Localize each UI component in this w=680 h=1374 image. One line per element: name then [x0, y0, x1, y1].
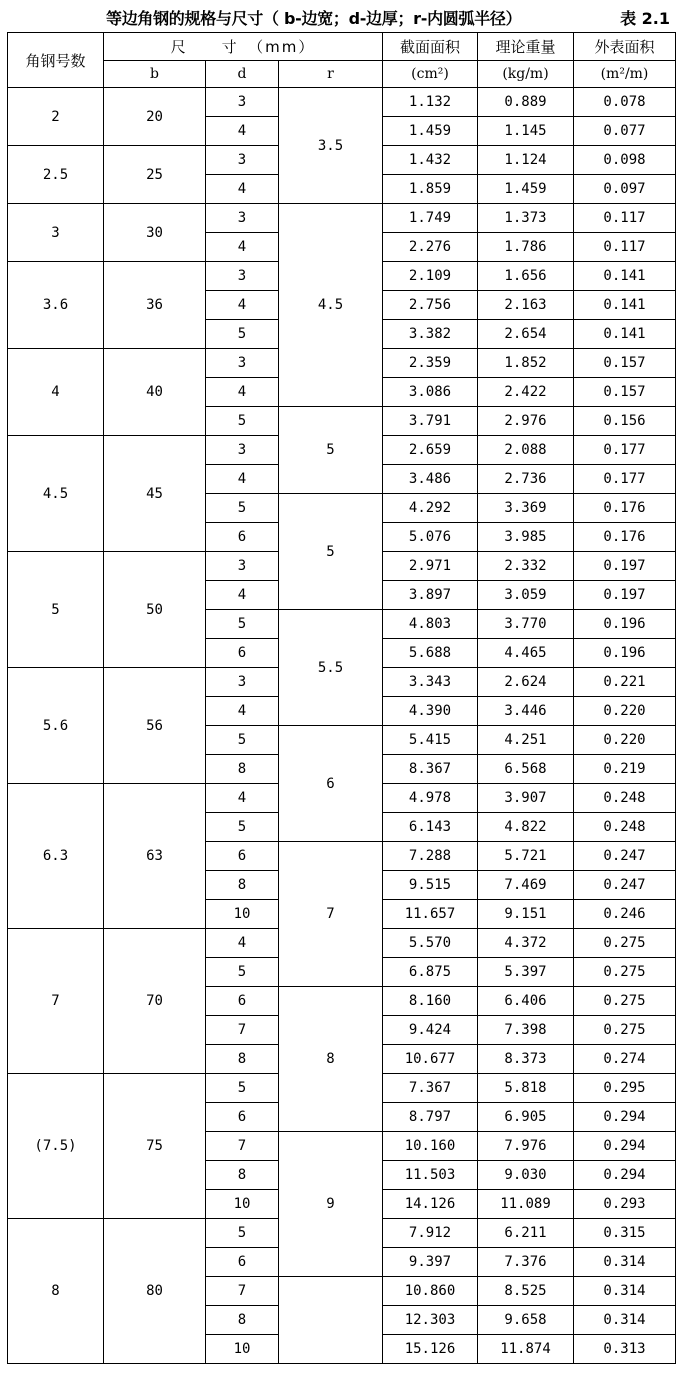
cell-area: 5.415	[383, 726, 478, 755]
cell-d: 10	[206, 900, 279, 929]
cell-d: 4	[206, 378, 279, 407]
cell-weight: 5.721	[478, 842, 574, 871]
cell-d: 10	[206, 1335, 279, 1364]
cell-surface: 0.314	[574, 1248, 676, 1277]
table-number: 表 2.1	[620, 9, 670, 28]
cell-weight: 6.905	[478, 1103, 574, 1132]
cell-area: 10.860	[383, 1277, 478, 1306]
cell-weight: 8.525	[478, 1277, 574, 1306]
cell-area: 1.432	[383, 146, 478, 175]
cell-area: 8.367	[383, 755, 478, 784]
cell-d: 4	[206, 117, 279, 146]
cell-surface: 0.176	[574, 523, 676, 552]
cell-b: 36	[104, 262, 206, 349]
cell-surface: 0.141	[574, 291, 676, 320]
cell-weight: 6.568	[478, 755, 574, 784]
cell-area: 1.459	[383, 117, 478, 146]
cell-weight: 1.124	[478, 146, 574, 175]
cell-d: 8	[206, 755, 279, 784]
cell-area: 9.424	[383, 1016, 478, 1045]
cell-d: 6	[206, 639, 279, 668]
cell-area: 11.657	[383, 900, 478, 929]
cell-b: 30	[104, 204, 206, 262]
cell-area: 10.160	[383, 1132, 478, 1161]
cell-area: 2.359	[383, 349, 478, 378]
cell-d: 6	[206, 1103, 279, 1132]
cell-weight: 7.398	[478, 1016, 574, 1045]
cell-surface: 0.177	[574, 465, 676, 494]
cell-area: 5.570	[383, 929, 478, 958]
cell-surface: 0.197	[574, 552, 676, 581]
cell-d: 3	[206, 146, 279, 175]
cell-area: 2.276	[383, 233, 478, 262]
cell-surface: 0.176	[574, 494, 676, 523]
cell-surface: 0.247	[574, 871, 676, 900]
header-area: 截面面积	[383, 33, 478, 61]
cell-surface: 0.117	[574, 233, 676, 262]
cell-area: 3.897	[383, 581, 478, 610]
cell-d: 4	[206, 233, 279, 262]
cell-b: 20	[104, 88, 206, 146]
header-r: r	[279, 61, 383, 88]
cell-b: 75	[104, 1074, 206, 1219]
cell-weight: 2.422	[478, 378, 574, 407]
cell-area: 11.503	[383, 1161, 478, 1190]
cell-weight: 3.446	[478, 697, 574, 726]
cell-surface: 0.196	[574, 610, 676, 639]
cell-surface: 0.275	[574, 1016, 676, 1045]
cell-surface: 0.177	[574, 436, 676, 465]
cell-r: 5	[279, 407, 383, 494]
cell-surface: 0.117	[574, 204, 676, 233]
header-weight: 理论重量	[478, 33, 574, 61]
cell-b: 50	[104, 552, 206, 668]
cell-area: 4.292	[383, 494, 478, 523]
cell-surface: 0.314	[574, 1277, 676, 1306]
cell-d: 4	[206, 784, 279, 813]
header-weight-unit: (kg/m)	[478, 61, 574, 88]
cell-d: 4	[206, 581, 279, 610]
cell-weight: 2.163	[478, 291, 574, 320]
cell-surface: 0.097	[574, 175, 676, 204]
cell-angle-no: 5.6	[8, 668, 104, 784]
cell-d: 3	[206, 552, 279, 581]
cell-surface: 0.078	[574, 88, 676, 117]
header-d: d	[206, 61, 279, 88]
cell-d: 8	[206, 1045, 279, 1074]
cell-weight: 4.251	[478, 726, 574, 755]
cell-d: 5	[206, 407, 279, 436]
cell-weight: 8.373	[478, 1045, 574, 1074]
table-row	[8, 204, 676, 233]
cell-d: 3	[206, 668, 279, 697]
cell-surface: 0.274	[574, 1045, 676, 1074]
cell-angle-no: 4	[8, 349, 104, 436]
cell-surface: 0.295	[574, 1074, 676, 1103]
cell-b: 63	[104, 784, 206, 929]
cell-weight: 4.372	[478, 929, 574, 958]
cell-weight: 7.376	[478, 1248, 574, 1277]
cell-weight: 2.654	[478, 320, 574, 349]
cell-area: 3.382	[383, 320, 478, 349]
cell-b: 25	[104, 146, 206, 204]
cell-weight: 3.985	[478, 523, 574, 552]
cell-area: 2.756	[383, 291, 478, 320]
cell-weight: 3.770	[478, 610, 574, 639]
header-angle-no: 角钢号数	[8, 33, 104, 88]
cell-weight: 2.976	[478, 407, 574, 436]
cell-weight: 1.786	[478, 233, 574, 262]
cell-r: 4.5	[279, 204, 383, 407]
cell-surface: 0.197	[574, 581, 676, 610]
cell-area: 4.978	[383, 784, 478, 813]
cell-surface: 0.220	[574, 726, 676, 755]
cell-angle-no: 6.3	[8, 784, 104, 929]
cell-angle-no: 4.5	[8, 436, 104, 552]
cell-d: 3	[206, 204, 279, 233]
cell-weight: 2.332	[478, 552, 574, 581]
cell-area: 3.791	[383, 407, 478, 436]
cell-d: 4	[206, 929, 279, 958]
cell-angle-no: 2.5	[8, 146, 104, 204]
cell-surface: 0.294	[574, 1103, 676, 1132]
table-row	[8, 88, 676, 117]
cell-r: 8	[279, 987, 383, 1132]
cell-area: 2.971	[383, 552, 478, 581]
cell-weight: 0.889	[478, 88, 574, 117]
cell-angle-no: 3.6	[8, 262, 104, 349]
cell-d: 3	[206, 436, 279, 465]
cell-d: 10	[206, 1190, 279, 1219]
cell-area: 3.343	[383, 668, 478, 697]
cell-area: 6.875	[383, 958, 478, 987]
cell-d: 5	[206, 494, 279, 523]
cell-area: 5.076	[383, 523, 478, 552]
cell-r: 7	[279, 842, 383, 987]
cell-area: 1.749	[383, 204, 478, 233]
cell-angle-no: 2	[8, 88, 104, 146]
cell-surface: 0.156	[574, 407, 676, 436]
cell-b: 56	[104, 668, 206, 784]
cell-surface: 0.141	[574, 320, 676, 349]
cell-r: 3.5	[279, 88, 383, 204]
cell-surface: 0.157	[574, 349, 676, 378]
header-b: b	[104, 61, 206, 88]
cell-d: 5	[206, 320, 279, 349]
cell-d: 7	[206, 1132, 279, 1161]
cell-d: 8	[206, 1161, 279, 1190]
cell-surface: 0.294	[574, 1161, 676, 1190]
cell-angle-no: 5	[8, 552, 104, 668]
cell-surface: 0.248	[574, 784, 676, 813]
cell-d: 5	[206, 958, 279, 987]
cell-area: 12.303	[383, 1306, 478, 1335]
table-title: 等边角钢的规格与尺寸（ b-边宽；d-边厚；r-内圆弧半径）	[106, 9, 522, 28]
cell-d: 6	[206, 1248, 279, 1277]
cell-d: 6	[206, 987, 279, 1016]
cell-surface: 0.247	[574, 842, 676, 871]
cell-weight: 1.373	[478, 204, 574, 233]
cell-area: 1.859	[383, 175, 478, 204]
cell-area: 7.912	[383, 1219, 478, 1248]
cell-surface: 0.315	[574, 1219, 676, 1248]
cell-surface: 0.248	[574, 813, 676, 842]
cell-d: 7	[206, 1277, 279, 1306]
header-row	[8, 33, 676, 61]
cell-area: 9.397	[383, 1248, 478, 1277]
cell-weight: 9.658	[478, 1306, 574, 1335]
cell-weight: 1.852	[478, 349, 574, 378]
cell-d: 4	[206, 175, 279, 204]
header-subrow	[8, 61, 676, 88]
table-caption	[0, 0, 680, 32]
cell-d: 8	[206, 871, 279, 900]
cell-b: 40	[104, 349, 206, 436]
cell-surface: 0.314	[574, 1306, 676, 1335]
cell-weight: 2.088	[478, 436, 574, 465]
cell-d: 4	[206, 291, 279, 320]
cell-weight: 9.030	[478, 1161, 574, 1190]
cell-area: 3.486	[383, 465, 478, 494]
cell-b: 45	[104, 436, 206, 552]
cell-d: 3	[206, 262, 279, 291]
cell-weight: 3.907	[478, 784, 574, 813]
cell-d: 6	[206, 842, 279, 871]
cell-area: 2.109	[383, 262, 478, 291]
cell-surface: 0.293	[574, 1190, 676, 1219]
cell-area: 4.390	[383, 697, 478, 726]
cell-weight: 5.397	[478, 958, 574, 987]
cell-weight: 6.406	[478, 987, 574, 1016]
cell-r: 6	[279, 726, 383, 842]
cell-d: 5	[206, 1074, 279, 1103]
cell-surface: 0.141	[574, 262, 676, 291]
cell-d: 5	[206, 610, 279, 639]
cell-weight: 11.874	[478, 1335, 574, 1364]
cell-d: 4	[206, 465, 279, 494]
cell-weight: 6.211	[478, 1219, 574, 1248]
cell-surface: 0.157	[574, 378, 676, 407]
cell-d: 5	[206, 1219, 279, 1248]
table-body	[8, 88, 676, 1364]
cell-r: 5	[279, 494, 383, 610]
cell-r: 5.5	[279, 610, 383, 726]
cell-d: 6	[206, 523, 279, 552]
cell-angle-no: 7	[8, 929, 104, 1074]
header-surface-unit: (m²/m)	[574, 61, 676, 88]
cell-angle-no: 8	[8, 1219, 104, 1364]
cell-surface: 0.294	[574, 1132, 676, 1161]
header-dimensions: 尺 寸 （mm）	[104, 33, 383, 61]
cell-weight: 2.736	[478, 465, 574, 494]
cell-weight: 9.151	[478, 900, 574, 929]
cell-weight: 4.822	[478, 813, 574, 842]
cell-surface: 0.219	[574, 755, 676, 784]
cell-d: 3	[206, 88, 279, 117]
cell-d: 5	[206, 813, 279, 842]
cell-weight: 1.145	[478, 117, 574, 146]
cell-area: 1.132	[383, 88, 478, 117]
cell-weight: 3.059	[478, 581, 574, 610]
cell-weight: 7.469	[478, 871, 574, 900]
cell-surface: 0.313	[574, 1335, 676, 1364]
cell-area: 7.367	[383, 1074, 478, 1103]
cell-area: 3.086	[383, 378, 478, 407]
cell-surface: 0.275	[574, 958, 676, 987]
cell-b: 70	[104, 929, 206, 1074]
cell-r: 9	[279, 1132, 383, 1277]
cell-d: 4	[206, 697, 279, 726]
cell-area: 2.659	[383, 436, 478, 465]
cell-b: 80	[104, 1219, 206, 1364]
cell-surface: 0.275	[574, 987, 676, 1016]
cell-area: 14.126	[383, 1190, 478, 1219]
cell-surface: 0.246	[574, 900, 676, 929]
cell-area: 10.677	[383, 1045, 478, 1074]
cell-weight: 4.465	[478, 639, 574, 668]
cell-area: 8.160	[383, 987, 478, 1016]
cell-area: 9.515	[383, 871, 478, 900]
cell-weight: 11.089	[478, 1190, 574, 1219]
cell-area: 5.688	[383, 639, 478, 668]
cell-area: 7.288	[383, 842, 478, 871]
cell-area: 15.126	[383, 1335, 478, 1364]
cell-surface: 0.220	[574, 697, 676, 726]
cell-weight: 5.818	[478, 1074, 574, 1103]
cell-angle-no: (7.5)	[8, 1074, 104, 1219]
cell-weight: 3.369	[478, 494, 574, 523]
cell-area: 6.143	[383, 813, 478, 842]
cell-d: 7	[206, 1016, 279, 1045]
cell-surface: 0.275	[574, 929, 676, 958]
cell-surface: 0.221	[574, 668, 676, 697]
cell-surface: 0.098	[574, 146, 676, 175]
cell-area: 8.797	[383, 1103, 478, 1132]
header-area-unit: (cm²)	[383, 61, 478, 88]
cell-surface: 0.077	[574, 117, 676, 146]
cell-weight: 1.459	[478, 175, 574, 204]
angle-steel-spec-table	[7, 32, 676, 1364]
cell-area: 4.803	[383, 610, 478, 639]
cell-r	[279, 1277, 383, 1364]
cell-d: 3	[206, 349, 279, 378]
cell-surface: 0.196	[574, 639, 676, 668]
header-surface: 外表面积	[574, 33, 676, 61]
table-header	[8, 33, 676, 88]
cell-weight: 2.624	[478, 668, 574, 697]
cell-weight: 1.656	[478, 262, 574, 291]
cell-d: 5	[206, 726, 279, 755]
cell-angle-no: 3	[8, 204, 104, 262]
cell-d: 8	[206, 1306, 279, 1335]
cell-weight: 7.976	[478, 1132, 574, 1161]
